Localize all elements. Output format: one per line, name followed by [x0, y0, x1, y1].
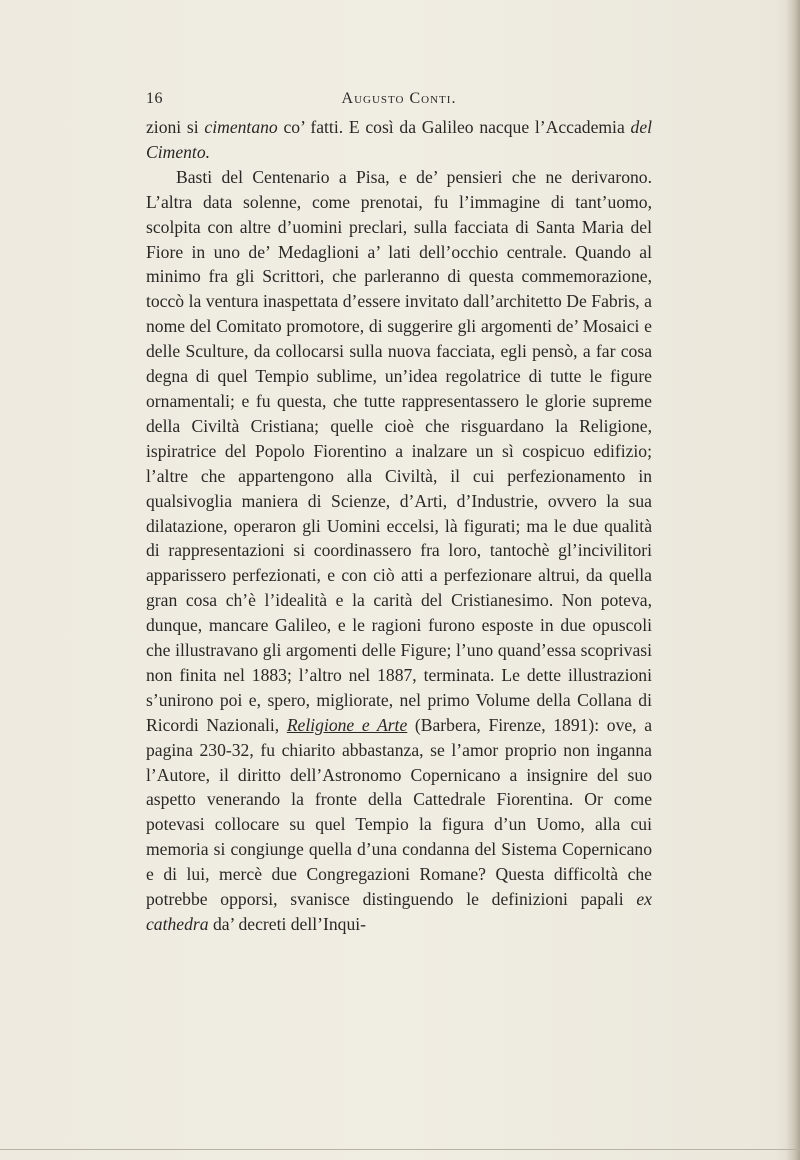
text-run: ex cathedra [146, 889, 652, 934]
paragraph [146, 115, 652, 165]
page-header [146, 90, 652, 116]
text-run: del Cimento. [146, 117, 653, 162]
page-bottom-edge [0, 1149, 800, 1150]
text-run: (Barbera, Firenze, 1891): ove, a pagina 230-32, fu chiarito abbastanza, se l’amor proprio non inganna l’Autore, il diritto dell’Astronomo Copernicano a insignire del suo aspetto venerando la fronte della Cattedrale Fiorentina. Or come potevasi collocare su quel Tempio la figura d’un Uomo, alla cui memoria si congiunge quella d’una condanna del Sistema Copernicano e di lui, mercè due Congregazioni Romane? Questa difficoltà che potrebbe opporsi, svanisce distinguendo le definizioni papali [146, 714, 653, 910]
text-run: Religione e Arte [286, 714, 408, 735]
text-run: Basti del Centenario a Pisa, e de’ pensieri che ne derivarono. L’altra data solenne, come prenotai, fu l’immagine di tant’uomo, scolpita con altre d’uomini preclari, sulla facciata di Santa Maria del Fiore in uno de’ Medaglioni a’ lati dell’occhio centrale. Quando al minimo fra gli Scrittori, che parleranno di questa commemorazione, toccò la ventura inaspettata d’essere invitato dall’architetto De Fabris, a nome del Comitato promotore, di suggerire gli argomenti de’ Mosaici e delle Sculture, da collocarsi sulla nuova facciata, egli pensò, a far cosa degna di quel Tempio sublime, un’idea regolatrice di tutte le figure ornamentali; e fu questa, che tutte rappresentassero le glorie supreme della Civiltà Cristiana; quelle cioè che risguardano la Religione, ispiratrice del Popolo Fiorentino a inalzare un sì cospicuo edifizio; l’altre che appartengono alla Civiltà, il cui perfezionamento in qualsivoglia maniera di Scienze, d’Arti, d’Industrie, ovvero la sua dilatazione, operaron gli Uomini eccelsi, là figurati; ma le due qualità di rappresentazioni si coordinassero fra loro, tantochè gl’incivilitori apparissero perfezionati, e con ciò atti a perfezionare altrui, da quella gran cosa ch’è l’idealità e la carità del Cristianesimo. Non poteva, dunque, mancare Galileo, e le ragioni furono esposte in due opuscoli che illustravano gli argomenti delle Figure; l’uno quand’essa scoprivasi non finita nel 1883; l’altro nel 1887, terminata. Le dette illustrazioni s’unirono poi e, spero, migliorate, nel primo Volume della Collana di Ricordi Nazionali, [146, 166, 652, 735]
page-edge-shadow [786, 0, 800, 1160]
text-run: cimentano [204, 117, 278, 137]
text-run: da’ decreti dell’Inqui- [208, 914, 366, 934]
paragraph [146, 165, 652, 937]
body-text [146, 115, 652, 937]
text-run: co’ fatti. E così da Galileo nacque l’Accademia [277, 117, 631, 137]
page-number: 16 [146, 90, 163, 107]
running-head: Augusto Conti. [341, 90, 457, 107]
text-run: zioni si [146, 117, 205, 137]
